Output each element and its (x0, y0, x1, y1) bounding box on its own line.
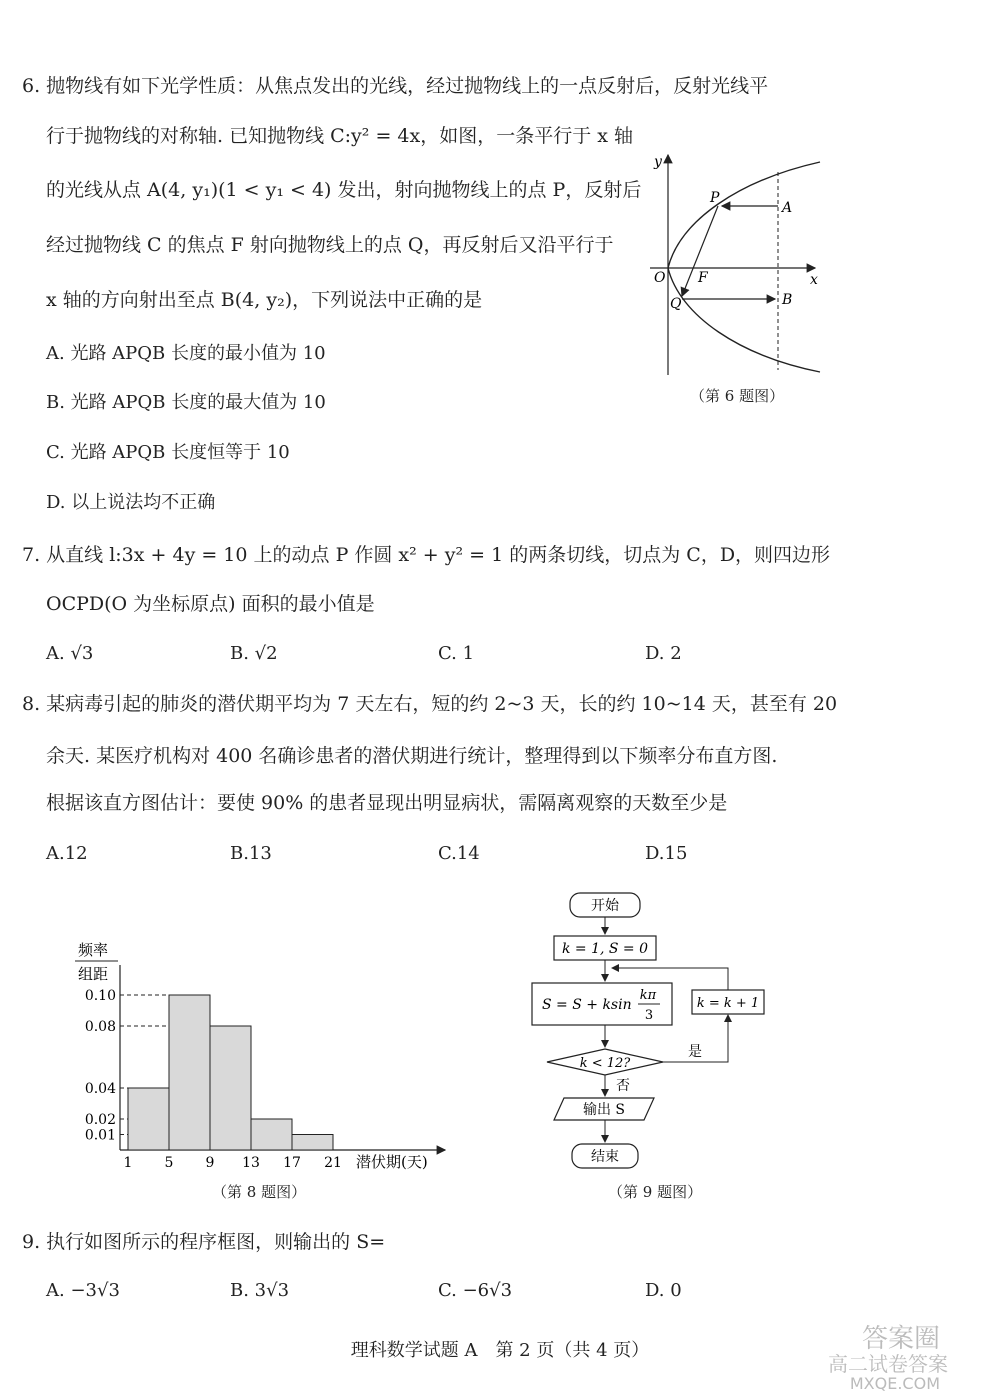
hist-x-tick: 17 (283, 1155, 301, 1171)
hist-y-tick: 0.10 (84, 988, 116, 1004)
q6-line-3: 的光线从点 A(4, y₁)(1 < y₁ < 4) 发出，射向抛物线上的点 P，反射后 (46, 179, 642, 201)
hist-x-tick: 21 (324, 1155, 342, 1171)
hist-x-tick: 1 (123, 1155, 133, 1171)
q8-option-c: C.14 (438, 843, 480, 864)
hist-xlabel: 潜伏期(天) (356, 1153, 428, 1171)
q6-parabola-figure (630, 150, 830, 385)
q8-line-2: 余天. 某医疗机构对 400 名确诊患者的潜伏期进行统计，整理得到以下频率分布直方图. (46, 745, 778, 767)
flow-frac-den: 3 (644, 1008, 654, 1023)
label-q: Q (670, 296, 682, 312)
hist-x-tick: 5 (164, 1155, 174, 1171)
watermark-logo: 答案圈 (861, 1324, 940, 1354)
label-b: B (782, 292, 793, 308)
label-a: A (782, 200, 793, 216)
watermark-site: MXQE.COM (849, 1374, 940, 1393)
flow-increment-text: k = k + 1 (696, 996, 760, 1011)
q7-option-c: C. 1 (438, 643, 475, 664)
q9-option-d: D. 0 (645, 1280, 682, 1301)
q7-option-d: D. 2 (645, 643, 682, 664)
hist-y-tick: 0.02 (84, 1112, 116, 1128)
q6-line-2: 行于抛物线的对称轴. 已知抛物线 C:y² = 4x，如图，一条平行于 x 轴 (46, 125, 634, 147)
flow-init-text: k = 1, S = 0 (561, 941, 649, 957)
q8-line-1: 8. 某病毒引起的肺炎的潜伏期平均为 7 天左右，短的约 2~3 天，长的约 10~14 天，甚至有 20 (22, 693, 838, 715)
hist-bar (169, 995, 210, 1150)
hist-bar (128, 1088, 169, 1150)
q8-option-b: B.13 (230, 843, 272, 864)
hist-bar (251, 1119, 292, 1150)
q6-line-1: 6. 抛物线有如下光学性质：从焦点发出的光线，经过抛物线上的一点反射后，反射光线平 (22, 75, 769, 97)
q8-histogram (60, 935, 460, 1175)
hist-bar (292, 1135, 333, 1151)
q8-option-d: D.15 (645, 843, 688, 864)
label-o: O (654, 270, 666, 286)
q8-figure-caption: （第 8 题图） (212, 1183, 307, 1201)
label-x: x (810, 272, 818, 288)
q6-option-b: B. 光路 APQB 长度的最大值为 10 (46, 392, 326, 413)
q6-option-a: A. 光路 APQB 长度的最小值为 10 (46, 343, 326, 364)
q6-line-5: x 轴的方向射出至点 B(4, y₂)，下列说法中正确的是 (46, 289, 483, 311)
flow-process-text: S = S + ksin (542, 997, 632, 1013)
flow-start-text: 开始 (591, 898, 619, 914)
q9-figure-caption: （第 9 题图） (608, 1183, 703, 1201)
flow-condition-text: k < 12? (579, 1056, 631, 1071)
hist-bar (210, 1026, 251, 1150)
q6-figure-caption: （第 6 题图） (690, 387, 785, 405)
hist-y-tick: 0.04 (84, 1081, 116, 1097)
q7-option-a: A. √3 (46, 643, 94, 664)
hist-y-tick: 0.01 (84, 1127, 116, 1144)
flow-end-text: 结束 (591, 1149, 619, 1165)
label-f: F (698, 270, 708, 286)
q6-line-4: 经过抛物线 C 的焦点 F 射向抛物线上的点 Q，再反射后又沿平行于 (46, 234, 614, 256)
label-y: y (654, 154, 662, 170)
hist-x-tick: 13 (242, 1155, 260, 1171)
q9-line-1: 9. 执行如图所示的程序框图，则输出的 S= (22, 1231, 386, 1253)
watermark-account: 高二试卷答案 (828, 1352, 948, 1376)
q8-option-a: A.12 (46, 843, 88, 864)
q8-line-3: 根据该直方图估计：要使 90% 的患者显现出明显病状，需隔离观察的天数至少是 (46, 792, 728, 814)
q9-option-b: B. 3√3 (230, 1280, 290, 1301)
parabola-curve (668, 162, 820, 372)
flow-output-text: 输出 S (582, 1102, 626, 1118)
q9-option-a: A. −3√3 (46, 1280, 120, 1301)
hist-x-tick: 9 (205, 1155, 215, 1171)
hist-y-tick: 0.08 (84, 1019, 116, 1035)
flow-frac-num: kπ (639, 988, 657, 1003)
q9-flowchart (520, 888, 800, 1178)
q7-line-2: OCPD(O 为坐标原点) 面积的最小值是 (46, 593, 375, 615)
hist-ylabel-top: 频率 (78, 941, 109, 959)
q6-option-c: C. 光路 APQB 长度恒等于 10 (46, 442, 290, 463)
q9-option-c: C. −6√3 (438, 1280, 513, 1301)
label-p: P (710, 190, 720, 206)
q7-line-1: 7. 从直线 l:3x + 4y = 10 上的动点 P 作圆 x² + y² = 1 的两条切线，切点为 C，D，则四边形 (22, 544, 831, 566)
flow-yes-label: 是 (688, 1044, 702, 1060)
flow-no-label: 否 (616, 1078, 630, 1094)
q6-option-d: D. 以上说法均不正确 (46, 492, 216, 513)
hist-ylabel-bottom: 组距 (78, 965, 109, 983)
page-footer: 理科数学试题 A 第 2 页（共 4 页） (350, 1340, 650, 1361)
q7-option-b: B. √2 (230, 643, 278, 664)
